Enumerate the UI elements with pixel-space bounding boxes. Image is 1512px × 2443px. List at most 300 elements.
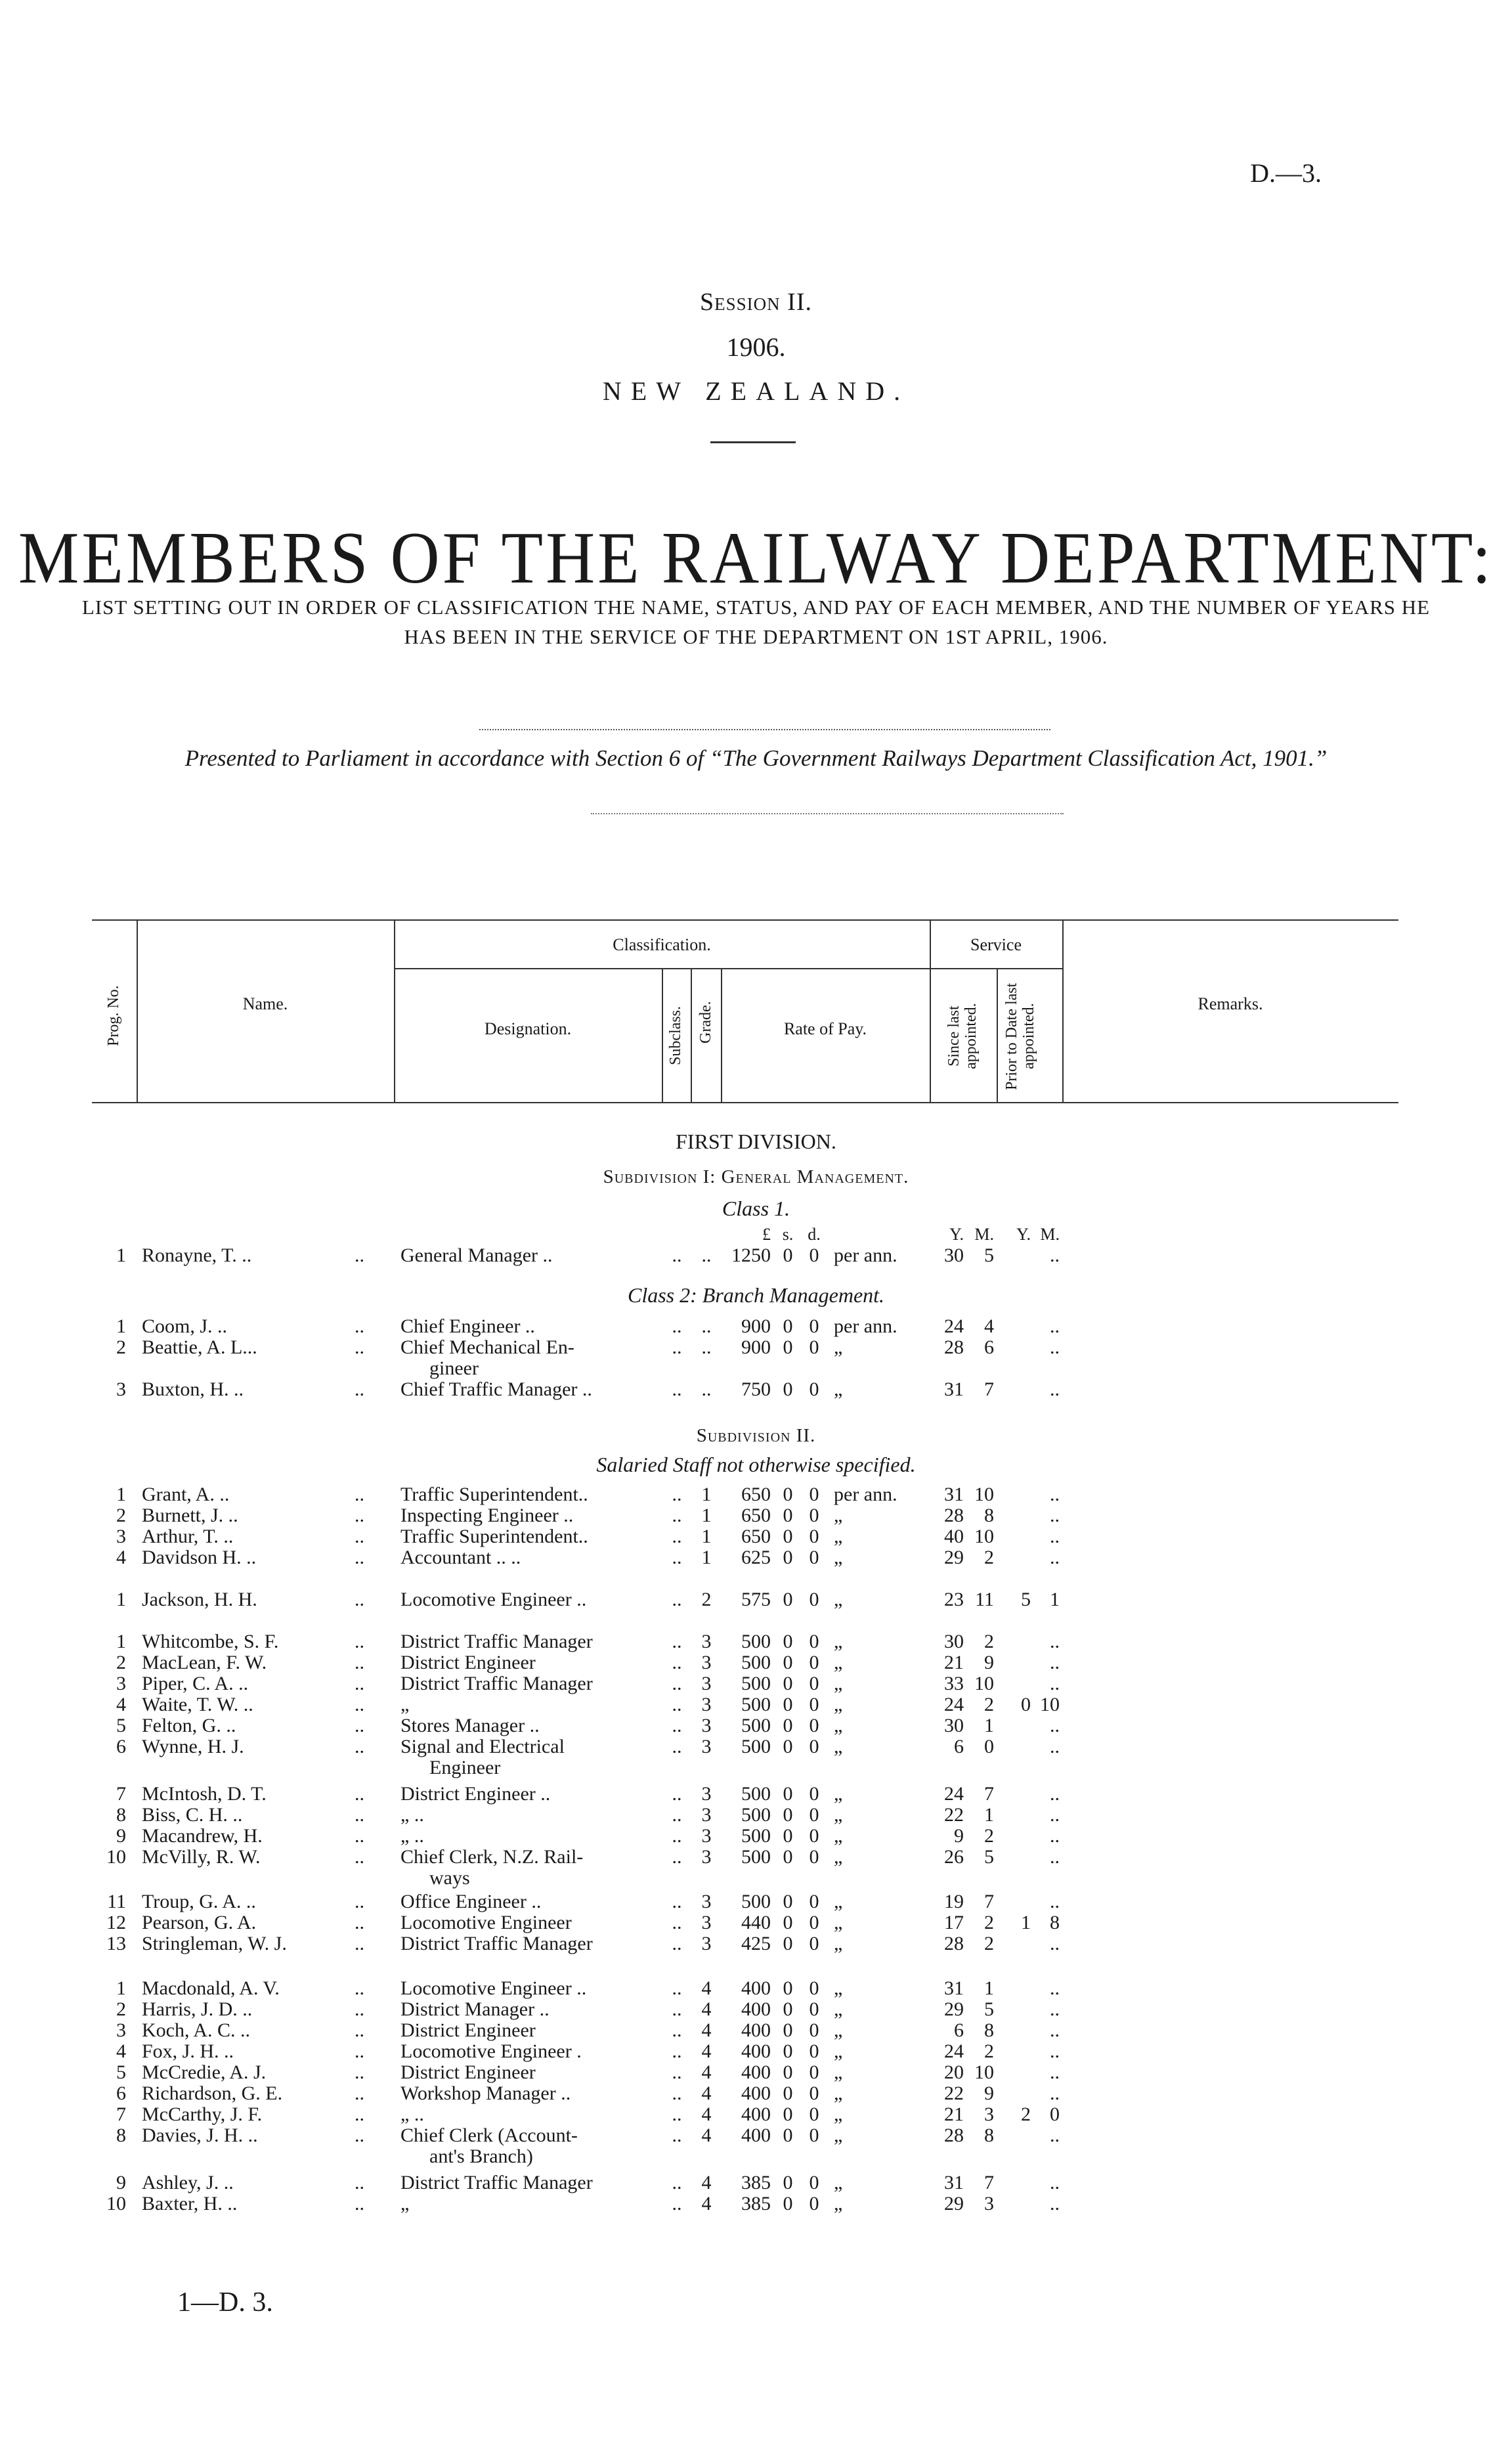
- pay-pence: 0: [809, 2019, 819, 2041]
- pay-shillings: 0: [783, 1825, 793, 1847]
- service-years: 24: [944, 1694, 964, 1715]
- service-months: 11: [975, 1589, 994, 1610]
- column-divider: [691, 968, 692, 1102]
- member-name: Wynne, H. J.: [142, 1736, 244, 1757]
- class-heading: Class 2: Branch Management.: [627, 1283, 885, 1307]
- designation: Chief Mechanical En-: [400, 1336, 574, 1358]
- service-years: 20: [944, 2061, 964, 2083]
- designation: District Engineer: [400, 1652, 536, 1673]
- subclass: ..: [672, 1673, 682, 1694]
- member-name: Koch, A. C. ..: [142, 2019, 250, 2041]
- prior-months: ..: [1050, 1526, 1060, 1547]
- pay-period: „: [834, 1825, 843, 1847]
- pay-shillings: 0: [783, 1378, 793, 1400]
- grade: 4: [701, 1977, 712, 1999]
- member-name: Davies, J. H. ..: [142, 2124, 258, 2146]
- pay-shillings: 0: [783, 1846, 793, 1868]
- pay-pounds: 500: [741, 1631, 771, 1652]
- designation: Locomotive Engineer ..: [400, 1977, 587, 1999]
- pay-pence: 0: [809, 1244, 819, 1266]
- pay-pounds: 400: [741, 2019, 771, 2041]
- pay-shillings: 0: [783, 1589, 793, 1610]
- pay-period: „: [834, 2082, 843, 2104]
- service-months: 7: [984, 1378, 994, 1400]
- grade: 3: [701, 1673, 712, 1694]
- subclass: ..: [672, 2019, 682, 2041]
- designation: Chief Traffic Manager ..: [400, 1378, 592, 1400]
- pay-shillings: 0: [783, 2172, 793, 2193]
- pay-period: „: [834, 1694, 843, 1715]
- pay-shillings: 0: [783, 2040, 793, 2062]
- pay-shillings: 0: [783, 1891, 793, 1912]
- header-name: Name.: [242, 994, 288, 1013]
- leader-dots: ..: [355, 1825, 364, 1847]
- prog-no: 1: [116, 1977, 126, 1999]
- pay-pence: 0: [809, 1846, 819, 1868]
- leader-dots: ..: [355, 1783, 364, 1805]
- member-name: Burnett, J. ..: [142, 1505, 238, 1526]
- pay-pounds: 500: [741, 1804, 771, 1826]
- designation: Chief Engineer ..: [400, 1315, 535, 1337]
- pay-pence: 0: [809, 1694, 819, 1715]
- prior-months: ..: [1050, 1547, 1060, 1568]
- service-months: 2: [984, 1547, 994, 1568]
- designation: District Traffic Manager: [400, 2172, 593, 2193]
- pay-pounds: 400: [741, 1977, 771, 1999]
- unit-shillings: s.: [782, 1225, 794, 1244]
- service-years: 24: [944, 1783, 964, 1805]
- grade: 3: [701, 1631, 712, 1652]
- division-heading: FIRST DIVISION.: [676, 1130, 836, 1153]
- service-months: 8: [984, 2019, 994, 2041]
- pay-pounds: 650: [741, 1526, 771, 1547]
- pay-pence: 0: [809, 1736, 819, 1757]
- prior-years: 5: [1021, 1589, 1031, 1610]
- service-years: 31: [944, 2172, 964, 2193]
- prog-no: 1: [116, 1589, 126, 1610]
- grade: 3: [701, 1912, 712, 1933]
- leader-dots: ..: [355, 2019, 364, 2041]
- designation: Locomotive Engineer: [400, 1912, 572, 1933]
- prog-no: 3: [116, 1673, 126, 1694]
- member-name: Arthur, T. ..: [142, 1526, 234, 1547]
- column-divider: [997, 968, 998, 1102]
- pay-pounds: 500: [741, 1846, 771, 1868]
- pay-pence: 0: [809, 1912, 819, 1933]
- table-row: [92, 1805, 1398, 1826]
- member-name: Baxter, H. ..: [142, 2193, 238, 2214]
- service-years: 6: [954, 2019, 964, 2041]
- subclass: ..: [672, 1526, 682, 1547]
- pay-pence: 0: [809, 1505, 819, 1526]
- prog-no: 5: [116, 1715, 126, 1736]
- leader-dots: ..: [355, 1891, 364, 1912]
- service-months: 9: [984, 1652, 994, 1673]
- service-months: 7: [984, 1891, 994, 1912]
- pay-shillings: 0: [783, 1336, 793, 1358]
- designation: District Manager ..: [400, 1998, 550, 2020]
- pay-shillings: 0: [783, 1912, 793, 1933]
- class-heading: Class 1.: [722, 1197, 790, 1220]
- prior-months: ..: [1050, 2124, 1060, 2146]
- document-code: D.—3.: [1250, 158, 1322, 188]
- pay-pounds: 500: [741, 1783, 771, 1805]
- leader-dots: ..: [355, 2040, 364, 2062]
- designation: Locomotive Engineer .: [400, 2040, 582, 2062]
- grade: 3: [701, 1933, 712, 1954]
- designation: District Engineer ..: [400, 1783, 551, 1805]
- service-years: 31: [944, 1378, 964, 1400]
- leader-dots: ..: [355, 1336, 364, 1358]
- service-months: 1: [984, 1804, 994, 1826]
- grade: 3: [701, 1891, 712, 1912]
- subclass: ..: [672, 1336, 682, 1358]
- leader-dots: ..: [355, 1547, 364, 1568]
- service-months: 5: [984, 1244, 994, 1266]
- grade: 4: [701, 1998, 712, 2020]
- pay-pounds: 900: [741, 1315, 771, 1337]
- pay-pence: 0: [809, 1825, 819, 1847]
- pay-pence: 0: [809, 1998, 819, 2020]
- grade: 1: [701, 1526, 712, 1547]
- pay-shillings: 0: [783, 1631, 793, 1652]
- grade: 3: [701, 1846, 712, 1868]
- table-row: [92, 2172, 1398, 2193]
- service-months: 2: [984, 1912, 994, 1933]
- table-row: [92, 2193, 1398, 2214]
- pay-pence: 0: [809, 2103, 819, 2125]
- leader-dots: ..: [355, 1589, 364, 1610]
- prog-no: 10: [106, 1846, 126, 1868]
- pay-shillings: 0: [783, 1505, 793, 1526]
- designation: „ ..: [400, 1804, 424, 1826]
- member-name: McCarthy, J. F.: [142, 2103, 263, 2125]
- service-years: 26: [944, 1846, 964, 1868]
- pay-shillings: 0: [783, 1547, 793, 1568]
- pay-pounds: 400: [741, 2103, 771, 2125]
- grade: 4: [701, 2019, 712, 2041]
- pay-pounds: 385: [741, 2193, 771, 2214]
- table-row: [92, 1978, 1398, 1999]
- pay-pence: 0: [809, 2061, 819, 2083]
- service-years: 29: [944, 1998, 964, 2020]
- pay-period: „: [834, 2061, 843, 2083]
- table-row: [92, 1933, 1398, 1954]
- member-name: Pearson, G. A.: [142, 1912, 257, 1933]
- prior-months: ..: [1050, 2193, 1060, 2214]
- member-name: Ronayne, T. ..: [142, 1244, 252, 1266]
- member-name: Waite, T. W. ..: [142, 1694, 253, 1715]
- prior-months: 10: [1040, 1694, 1060, 1715]
- prior-years: 2: [1021, 2103, 1031, 2125]
- header-since-last: Since last appointed.: [945, 1003, 980, 1070]
- grade: 3: [701, 1736, 712, 1757]
- pay-period: „: [834, 1933, 843, 1954]
- designation: District Engineer: [400, 2019, 536, 2041]
- designation: „: [400, 1694, 410, 1715]
- service-years: 9: [954, 1825, 964, 1847]
- subclass: ..: [672, 1244, 682, 1266]
- service-months: 10: [974, 1484, 994, 1505]
- prog-no: 1: [116, 1315, 126, 1337]
- pay-period: „: [834, 1804, 843, 1826]
- subclass: ..: [672, 1589, 682, 1610]
- prog-no: 4: [116, 1694, 126, 1715]
- member-name: Stringleman, W. J.: [142, 1933, 287, 1954]
- prior-months: 0: [1050, 2103, 1060, 2125]
- leader-dots: ..: [355, 2082, 364, 2104]
- header-classification: Classification.: [613, 935, 711, 954]
- designation: Traffic Superintendent..: [400, 1484, 588, 1505]
- prior-months: ..: [1050, 2061, 1060, 2083]
- unit-months: M.: [1040, 1225, 1060, 1244]
- prog-no: 10: [106, 2193, 126, 2214]
- designation: Accountant .. ..: [400, 1547, 521, 1568]
- service-months: 3: [984, 2103, 994, 2125]
- leader-dots: ..: [355, 1526, 364, 1547]
- pay-shillings: 0: [783, 2061, 793, 2083]
- subdivision-heading: Subdivision I: General Management.: [603, 1166, 909, 1187]
- member-name: Beattie, A. L...: [142, 1336, 257, 1358]
- prior-months: ..: [1050, 1505, 1060, 1526]
- service-months: 8: [984, 1505, 994, 1526]
- pay-period: „: [834, 1631, 843, 1652]
- table-row: [92, 1245, 1398, 1266]
- header-rate-of-pay: Rate of Pay.: [783, 1019, 867, 1038]
- grade: 4: [701, 2103, 712, 2125]
- pay-pence: 0: [809, 1715, 819, 1736]
- member-name: Whitcombe, S. F.: [142, 1631, 279, 1652]
- service-years: 24: [944, 1315, 964, 1337]
- pay-shillings: 0: [783, 1526, 793, 1547]
- pay-period: „: [834, 1846, 843, 1868]
- member-name: Jackson, H. H.: [142, 1589, 257, 1610]
- pay-period: „: [834, 1336, 843, 1358]
- prior-months: ..: [1050, 1933, 1060, 1954]
- unit-years: Y.: [1016, 1225, 1031, 1244]
- pay-pounds: 500: [741, 1825, 771, 1847]
- service-years: 24: [944, 2040, 964, 2062]
- pay-pence: 0: [809, 1336, 819, 1358]
- grade: 4: [701, 2082, 712, 2104]
- pay-pence: 0: [809, 1315, 819, 1337]
- service-years: 30: [944, 1244, 964, 1266]
- prior-months: ..: [1050, 1378, 1060, 1400]
- subclass: ..: [672, 2061, 682, 2083]
- service-years: 30: [944, 1715, 964, 1736]
- pay-period: „: [834, 1736, 843, 1757]
- grade: 2: [701, 1589, 712, 1610]
- table-row: [92, 1999, 1398, 2020]
- member-name: Coom, J. ..: [142, 1315, 228, 1337]
- page-footer: 1—D. 3.: [177, 2287, 273, 2318]
- prior-months: ..: [1050, 1631, 1060, 1652]
- leader-dots: ..: [355, 2103, 364, 2125]
- pay-pence: 0: [809, 1631, 819, 1652]
- designation: „ ..: [400, 1825, 424, 1847]
- service-months: 8: [984, 2124, 994, 2146]
- member-name: MacLean, F. W.: [142, 1652, 267, 1673]
- pay-pence: 0: [809, 2124, 819, 2146]
- service-months: 2: [984, 1933, 994, 1954]
- leader-dots: ..: [355, 1736, 364, 1757]
- service-months: 1: [984, 1977, 994, 1999]
- service-years: 28: [944, 1933, 964, 1954]
- pay-shillings: 0: [783, 2019, 793, 2041]
- header-designation: Designation.: [484, 1019, 572, 1038]
- service-months: 10: [974, 1673, 994, 1694]
- pay-shillings: 0: [783, 1652, 793, 1673]
- member-name: Biss, C. H. ..: [142, 1804, 243, 1826]
- prior-months: ..: [1050, 1244, 1060, 1266]
- pay-pounds: 750: [741, 1378, 771, 1400]
- member-name: Felton, G. ..: [142, 1715, 236, 1736]
- prog-no: 2: [116, 1652, 126, 1673]
- pay-period: „: [834, 2193, 843, 2214]
- prior-months: ..: [1050, 1336, 1060, 1358]
- subclass: ..: [672, 2172, 682, 2193]
- prior-years: 0: [1021, 1694, 1031, 1715]
- table-row: [92, 2041, 1398, 2062]
- pay-pence: 0: [809, 1484, 819, 1505]
- prior-months: ..: [1050, 1315, 1060, 1337]
- leader-dots: ..: [355, 1484, 364, 1505]
- subclass: ..: [672, 1804, 682, 1826]
- divider-rule: [591, 813, 1064, 814]
- prog-no: 1: [116, 1631, 126, 1652]
- member-name: Troup, G. A. ..: [142, 1891, 256, 1912]
- table-row: [92, 1526, 1398, 1547]
- prior-months: ..: [1050, 1652, 1060, 1673]
- designation: General Manager ..: [400, 1244, 553, 1266]
- pay-period: „: [834, 1977, 843, 1999]
- table-row: [92, 1652, 1398, 1673]
- subclass: ..: [672, 2040, 682, 2062]
- service-months: 0: [984, 1736, 994, 1757]
- member-name: McIntosh, D. T.: [142, 1783, 267, 1805]
- table-row: [92, 1589, 1398, 1610]
- table-row: [92, 2083, 1398, 2104]
- prog-no: 1: [116, 1484, 126, 1505]
- member-name: Grant, A. ..: [142, 1484, 230, 1505]
- pay-pence: 0: [809, 1589, 819, 1610]
- designation: Stores Manager ..: [400, 1715, 540, 1736]
- year-label: 1906.: [726, 332, 786, 362]
- prior-months: ..: [1050, 1715, 1060, 1736]
- pay-period: per ann.: [834, 1484, 897, 1505]
- service-years: 19: [944, 1891, 964, 1912]
- pay-pounds: 500: [741, 1891, 771, 1912]
- prior-months: ..: [1050, 2172, 1060, 2193]
- prior-months: ..: [1050, 2019, 1060, 2041]
- pay-period: „: [834, 1589, 843, 1610]
- table-row: [92, 1694, 1398, 1715]
- subclass: ..: [672, 1715, 682, 1736]
- header-service: Service: [970, 935, 1022, 954]
- service-years: 29: [944, 2193, 964, 2214]
- designation: „ ..: [400, 2103, 424, 2125]
- pay-pence: 0: [809, 2040, 819, 2062]
- pay-pounds: 400: [741, 2040, 771, 2062]
- subclass: ..: [672, 1631, 682, 1652]
- subclass: ..: [672, 1912, 682, 1933]
- subclass: ..: [672, 1846, 682, 1868]
- prog-no: 4: [116, 1547, 126, 1568]
- subclass: ..: [672, 1652, 682, 1673]
- pay-pence: 0: [809, 1673, 819, 1694]
- pay-period: „: [834, 2040, 843, 2062]
- designation: Chief Clerk, N.Z. Rail-: [400, 1846, 584, 1868]
- unit-months: M.: [974, 1225, 994, 1244]
- prog-no: 7: [116, 1783, 126, 1805]
- member-name: Ashley, J. ..: [142, 2172, 234, 2193]
- leader-dots: ..: [355, 2124, 364, 2146]
- subclass: ..: [672, 1547, 682, 1568]
- table-row: [92, 1547, 1398, 1568]
- grade: 3: [701, 1783, 712, 1805]
- subclass: ..: [672, 1825, 682, 1847]
- pay-period: „: [834, 1547, 843, 1568]
- pay-period: „: [834, 1783, 843, 1805]
- member-name: Fox, J. H. ..: [142, 2040, 234, 2062]
- pay-pounds: 500: [741, 1715, 771, 1736]
- service-months: 2: [984, 1694, 994, 1715]
- pay-pence: 0: [809, 1652, 819, 1673]
- unit-years: Y.: [949, 1225, 964, 1244]
- service-months: 10: [974, 1526, 994, 1547]
- service-months: 1: [984, 1715, 994, 1736]
- prog-no: 6: [116, 1736, 126, 1757]
- pay-period: „: [834, 1505, 843, 1526]
- grade: ..: [701, 1244, 712, 1266]
- service-years: 31: [944, 1977, 964, 1999]
- subclass: ..: [672, 2082, 682, 2104]
- table-row: [92, 2062, 1398, 2083]
- header-prog-no: Prog. No.: [105, 985, 122, 1047]
- member-name: McCredie, A. J.: [142, 2061, 267, 2083]
- table-row: [92, 1379, 1398, 1400]
- header-grade: Grade.: [697, 1001, 714, 1044]
- table-row: [92, 1847, 1398, 1868]
- member-name: Piper, C. A. ..: [142, 1673, 249, 1694]
- subdivision-heading: Subdivision II.: [696, 1425, 816, 1446]
- prog-no: 2: [116, 1505, 126, 1526]
- table-row: [92, 1673, 1398, 1694]
- pay-pounds: 440: [741, 1912, 771, 1933]
- subclass: ..: [672, 1315, 682, 1337]
- table-row: [92, 2104, 1398, 2125]
- pay-period: „: [834, 1998, 843, 2020]
- designation: District Traffic Manager: [400, 1673, 593, 1694]
- prior-months: ..: [1050, 2040, 1060, 2062]
- subclass: ..: [672, 1484, 682, 1505]
- grade: 4: [701, 2172, 712, 2193]
- prog-no: 2: [116, 1336, 126, 1358]
- pay-period: „: [834, 1912, 843, 1933]
- table-row: [92, 1631, 1398, 1652]
- pay-period: „: [834, 1652, 843, 1673]
- prior-months: ..: [1050, 1783, 1060, 1805]
- units-row: [92, 1224, 1398, 1245]
- prior-months: ..: [1050, 1977, 1060, 1999]
- prior-months: 8: [1050, 1912, 1060, 1933]
- table-row: [92, 1912, 1398, 1933]
- service-months: 10: [974, 2061, 994, 2083]
- divider-rule: [710, 441, 796, 443]
- leader-dots: ..: [355, 1977, 364, 1999]
- staff-heading: Salaried Staff not otherwise specified.: [596, 1453, 916, 1476]
- service-years: 30: [944, 1631, 964, 1652]
